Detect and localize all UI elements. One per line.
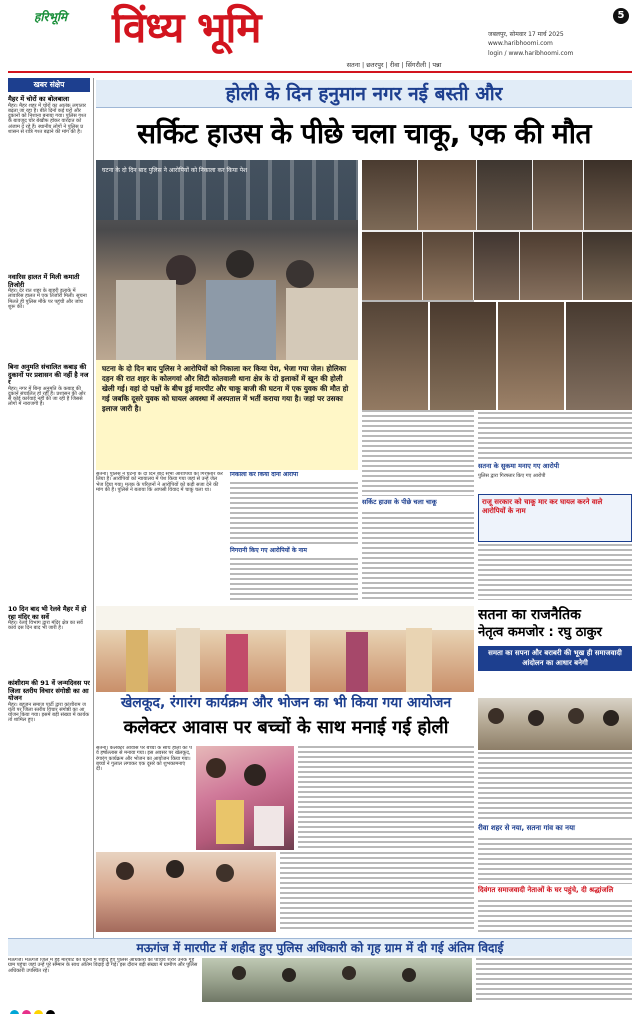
- lead-photo-text: घटना के दो दिन बाद पुलिस ने आरोपियों को निकाला कर किया पेश: [102, 167, 248, 174]
- lead-headline: सर्किट हाउस के पीछे चला चाकू, एक की मौत: [137, 117, 591, 150]
- accused-names-box: [478, 494, 632, 542]
- holi-children-photo: [196, 746, 294, 850]
- bottom-funeral-photo: [202, 958, 472, 1002]
- political-headline-1: सतना का राजनैतिक: [478, 607, 581, 623]
- masthead-rule: [8, 71, 632, 73]
- holi-headline: कलेक्टर आवास पर बच्चों के साथ मनाई गई होली: [123, 717, 449, 738]
- lead-deck-text: घटना के दो दिन बाद पुलिस ने आरोपियों को निकाला कर किया पेश, भेजा गया जेल। होलिका दहन की रात शहर के कोलगवां और सिटी कोतवाली थाना क्षेत्र के दो इलाकों में खून की होली खेली गई। वहां दो पक्षों के बीच हुई मारपीट और चाकू बाजी की घटना में एक युवक की मौत हो गई जबकि दूसरे युवक को घायल अवस्था में अस्पताल में भर्ती कराया गया है। जहां पर उसका इलाज जारी है।: [102, 364, 349, 413]
- right-body-column: [478, 752, 632, 932]
- mugshots-row-2: [362, 302, 632, 410]
- bottom-body-right: [476, 958, 632, 1002]
- sidebar-divider: [93, 78, 94, 940]
- brief-headline: बिना अनुमति संचालित कबाड़ की दुकानों पर प्रशासन की नहीं है नजर: [8, 363, 89, 386]
- brief-item: [8, 364, 90, 587]
- mugshots-caption: [478, 412, 632, 492]
- right-column-subhead-2: दिवंगत समाजवादी नेताओं के घर पहुंचे, दी श्रद्धांजलि: [478, 886, 614, 894]
- brief-headline: नवारिस हालत में मिली कमाती तिजोरी: [8, 273, 80, 289]
- brief-item: [8, 606, 90, 681]
- brief-headline: 10 दिन बाद भी रेलवे मैहर में हो रहा मंदिर का सर्वे: [8, 605, 87, 621]
- website: www.haribhoomi.com: [488, 40, 553, 47]
- haribhoomi-logo: हरिभूमि: [34, 10, 68, 24]
- political-deck: समता का सपना और बराबरी की भूख ही समाजवादी आंदोलन का आधार बनेगी: [478, 646, 632, 671]
- lead-kicker-banner: [96, 80, 632, 108]
- lead-kicker: होली के दिन हनुमान नगर नई बस्ती और: [225, 83, 503, 105]
- brief-headline: कांशीराम की 91 वें जन्मदिवस पर जिला स्तरीय विचार संगोष्ठी का आयोजन: [8, 679, 90, 702]
- political-headline-2: नेतृत्व कमजोर : रघु ठाकुर: [478, 625, 602, 640]
- holi-body-bottom: [280, 852, 474, 932]
- edition-label: सतना | छतरपुर | रीवा | सिंगरौली | पन्ना: [346, 61, 442, 69]
- date-line: जबलपुर, सोमवार 17 मार्च 2025: [488, 31, 564, 38]
- vindhya-bhoomi-title: विंध्य भूमि: [112, 3, 261, 52]
- lead-crowd-photo: [96, 160, 358, 360]
- bottom-body-text: मऊगंज। मऊगंज जिले में हुई मारपीट की घटना में शहीद हुए पुलिस अधिकारी का पार्थिव शरीर उनके गृह ग्राम पहुंचा जहां उन्हें पूरे सम्मान के साथ अंतिम विदाई दी गई। इस दौरान बड़ी संख्या में ग्रामीण और पुलिस अधिकारी उपस्थित रहे।: [8, 958, 198, 974]
- political-meeting-photo: [478, 698, 632, 750]
- right-subhead: सतना के सुकमा मनाए गए आरोपी: [478, 462, 560, 470]
- brief-body: मैहर। बहुजन समाज पार्टी द्वारा कांशीराम जयंती पर जिला स्तरीय विचार संगोष्ठी का आयोजन किया गया। इसमें बड़ी संख्या में कार्यकर्ता शामिल हुए।: [8, 701, 90, 724]
- brief-body: मैहर। नगर में बिना अनुमति के कबाड़ की दुकानें संचालित हो रही हैं। प्रशासन की ओर से कोई कार्रवाई नहीं की जा रही है जिससे लोगों में नाराजगी है।: [8, 385, 86, 408]
- holi-body-left: [96, 746, 192, 850]
- brief-body: मैहर। देर रात शहर के बाहरी इलाके में लावारिस हालत में एक तिजोरी मिली। सूचना मिलते ही पुलिस मौके पर पहुंची और जांच शुरू की।: [8, 288, 87, 310]
- lead-subhead: निगरानी किए गए आरोपियों के नाम: [230, 547, 307, 554]
- brief-headline: मैहर में चोरों का बोलबाला: [8, 95, 70, 103]
- masthead: [0, 0, 640, 78]
- print-registration-marks: [10, 1004, 630, 1014]
- registration-dot: [22, 1010, 31, 1014]
- bottom-headline: मऊगंज में मारपीट में शहीद हुए पुलिस अधिकारी को गृह ग्राम में दी गई अंतिम विदाई: [136, 941, 504, 955]
- lead-subhead: निकाला कर किया दोनों आरोपी: [230, 472, 299, 478]
- accused-box-headline: राजू सरकार को चाकू मार कर घायल करने वाले आरोपियों के नाम: [482, 498, 603, 515]
- holi-body-text: सतना। कलेक्टर आवास पर बच्चों के साथ होली का पर्व हर्षोल्लास से मनाया गया। इस अवसर पर खेलकूद, रंगारंग कार्यक्रम और भोजन का आयोजन किया गया। बच्चों ने गुलाल लगाकर एक दूसरे को शुभकामनाएं दीं।: [96, 746, 192, 773]
- right-column-subhead: रीवा शहर से नया, सतना गांव का नया: [478, 824, 575, 832]
- brief-body: मैहर। मैहर शहर में चोरों का आतंक लगातार बढ़ता जा रहा है। बीते दिनों कई घरों और दुकानों को निशाना बनाया गया। पुलिस गश्त के बावजूद चोर बेखौफ होकर वारदात को अंजाम दे रहे हैं। स्थानीय लोगों ने पुलिस प्रशासन से रात्रि गश्त बढ़ाने की मांग की है।: [8, 102, 87, 135]
- bottom-story-banner: [8, 938, 632, 956]
- registration-dot: [46, 1010, 55, 1014]
- login-link[interactable]: login / www.haribhoomi.com: [488, 50, 574, 57]
- accused-names-body: [478, 544, 632, 600]
- political-story: [478, 606, 632, 696]
- lead-body-text: सतना। पुलिस ने घटना के दो दिन बाद सभी आरोपियों को गिरफ्तार कर लिया है। आरोपियों को न्यायालय में पेश किया गया जहां से उन्हें जेल भेज दिया गया। मृतक के परिजनों ने आरोपियों को कड़ी सजा देने की मांग की है। पुलिस ने बताया कि आपसी विवाद में चाकू चला था।: [96, 472, 223, 493]
- holi-group-photo: [96, 606, 474, 692]
- registration-dot: [34, 1010, 43, 1014]
- sidebar-header: खबर संक्षेप: [8, 78, 90, 92]
- mugshot-caption-text: पुलिस द्वारा गिरफ्तार किए गए आरोपी: [478, 473, 546, 479]
- brief-body: मैहर। रेलवे विभाग द्वारा मंदिर क्षेत्र का सर्वे कार्य दस दिन बाद भी जारी है।: [8, 620, 83, 632]
- holi-body-right: [298, 746, 474, 850]
- lead-body-columns: [96, 472, 358, 600]
- page-number: 5: [613, 8, 629, 24]
- brief-item: [8, 680, 90, 903]
- news-brief-sidebar: [8, 78, 90, 940]
- mugshots-grid: [362, 160, 632, 300]
- lead-deck: [96, 360, 358, 470]
- bottom-body: [8, 958, 198, 1002]
- holi-small-photo: [96, 852, 276, 932]
- holi-kicker: खेलकूद, रंगारंग कार्यक्रम और भोजन का भी किया गया आयोजन: [120, 695, 452, 711]
- registration-dot: [10, 1010, 19, 1014]
- lead-caption: सर्किट हाउस के पीछे चला चाकू: [362, 498, 437, 506]
- brief-item: [8, 274, 90, 349]
